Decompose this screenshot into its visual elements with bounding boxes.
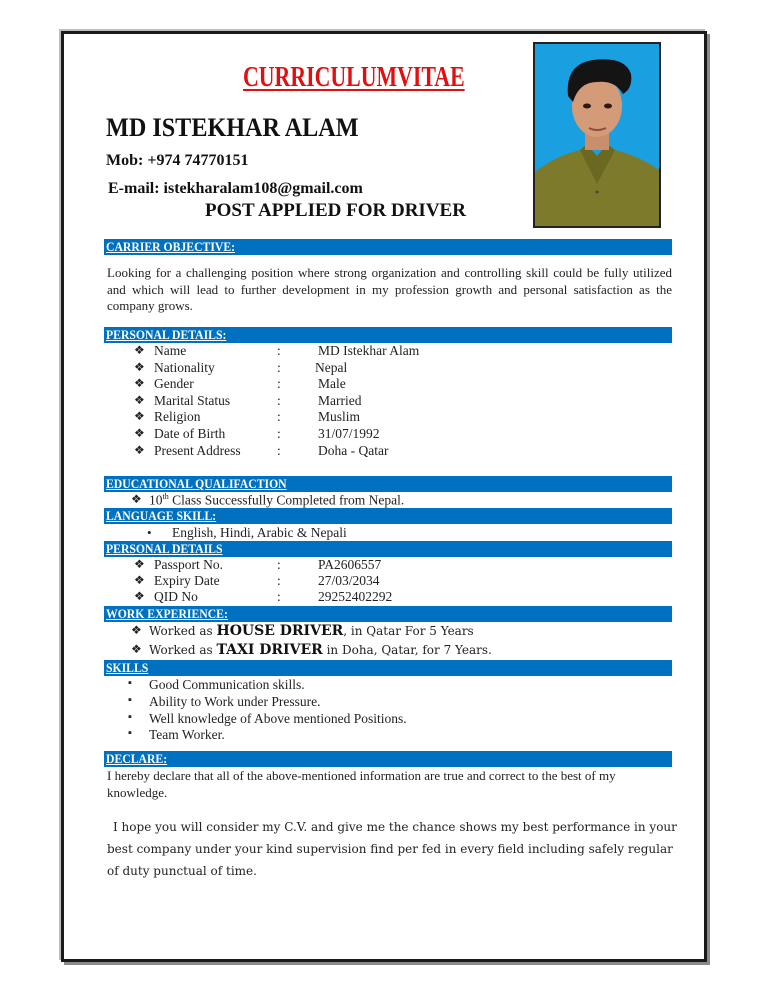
section-education-header [104, 476, 672, 492]
section-skills-header [104, 660, 672, 676]
language-text: English, Hindi, Arabic & Nepali [172, 525, 347, 540]
diamond-bullet-icon: ❖ [131, 623, 142, 637]
mobile-number: Mob: +974 74770151 [106, 152, 249, 169]
work-details: in Doha, Qatar, for 7 Years. [322, 643, 492, 657]
applicant-photo [533, 42, 661, 228]
detail-separator: : [277, 376, 281, 392]
section-documents-title: PERSONAL DETAILS [106, 541, 223, 556]
work-experience-text [149, 642, 492, 658]
detail-value: PA2606557 [318, 557, 382, 572]
detail-label: Gender [154, 376, 194, 392]
section-work-header [104, 606, 672, 622]
diamond-bullet-icon: ❖ [134, 359, 145, 374]
detail-value: Muslim [318, 409, 361, 425]
detail-separator: : [277, 573, 281, 589]
detail-label: Present Address [154, 442, 241, 458]
section-skills-title: SKILLS [106, 660, 149, 675]
work-details: , in Qatar For 5 Years [343, 624, 474, 638]
diamond-bullet-icon: ❖ [131, 492, 142, 506]
declaration-text: I hereby declare that all of the above-mentioned information are true and correct to the best of my knowledge. [107, 768, 616, 800]
diamond-bullet-icon: ❖ [134, 392, 145, 407]
diamond-bullet-icon: ❖ [134, 589, 145, 604]
dot-bullet-icon: • [147, 525, 152, 540]
diamond-bullet-icon: ❖ [134, 409, 145, 424]
section-declare-header [104, 751, 672, 767]
education-grade: 10 [149, 492, 163, 508]
work-experience-text [149, 623, 474, 639]
square-bullet-icon: ▪ [128, 677, 132, 689]
detail-value: 27/03/2034 [318, 573, 380, 589]
diamond-bullet-icon: ❖ [134, 557, 145, 571]
square-bullet-icon: ▪ [128, 727, 132, 740]
skill-text: Team Worker. [149, 727, 225, 743]
detail-label: Passport No. [154, 557, 224, 572]
detail-label: Date of Birth [154, 426, 226, 441]
detail-label: Name [154, 343, 187, 358]
diamond-bullet-icon: ❖ [134, 442, 145, 457]
diamond-bullet-icon: ❖ [134, 573, 145, 588]
section-language-title: LANGUAGE SKILL: [106, 508, 217, 523]
section-documents-header [104, 541, 672, 557]
detail-value: Doha - Qatar [318, 442, 389, 458]
detail-value: 29252402292 [318, 589, 393, 605]
section-objective-title: CARRIER OBJECTIVE: [106, 239, 236, 254]
detail-separator: : [277, 589, 281, 605]
detail-separator: : [277, 409, 281, 425]
diamond-bullet-icon: ❖ [134, 426, 145, 440]
email-address: E-mail: istekharalam108@gmail.com [108, 180, 363, 197]
detail-separator: : [277, 442, 281, 458]
detail-label: Expiry Date [154, 573, 220, 589]
section-work-title: WORK EXPERIENCE: [106, 606, 228, 621]
education-description: Class Successfully Completed from Nepal. [168, 492, 405, 508]
detail-label: Marital Status [154, 392, 231, 408]
detail-separator: : [277, 343, 281, 358]
square-bullet-icon: ▪ [128, 693, 132, 706]
section-education-title: EDUCATIONAL QUALIFACTION [106, 476, 287, 491]
diamond-bullet-icon: ❖ [134, 343, 145, 357]
detail-separator: : [277, 557, 281, 572]
diamond-bullet-icon: ❖ [134, 376, 145, 391]
objective-text: Looking for a challenging position where strong organization and controlling skill could be fully utilized and which will lead to further development in my profession growth and personal satisfaction as the company grows. [107, 265, 672, 313]
detail-separator: : [277, 426, 281, 441]
detail-value: Married [318, 392, 362, 408]
diamond-bullet-icon: ❖ [131, 642, 142, 656]
detail-value: 31/07/1992 [318, 426, 380, 441]
detail-separator: : [277, 359, 281, 375]
work-prefix: Worked as [149, 624, 217, 638]
section-personal-title: PERSONAL DETAILS: [106, 327, 227, 342]
education-grade-suffix: th [162, 492, 169, 501]
document-title: CURRICULUMVITAE [243, 62, 465, 93]
post-applied: POST APPLIED FOR DRIVER [205, 200, 466, 221]
person-photo-icon [535, 44, 659, 226]
detail-label: Nationality [154, 359, 215, 375]
detail-value: Male [318, 376, 346, 392]
work-prefix: Worked as [149, 643, 217, 657]
detail-label: QID No [154, 589, 198, 605]
section-declare-title: DECLARE: [106, 751, 168, 766]
closing-paragraph: I hope you will consider my C.V. and give me the chance shows my best performance in your best company under your kind supervision find per fed in every field including safely regular of duty punctual of time. [107, 820, 677, 878]
detail-value: MD Istekhar Alam [318, 343, 420, 358]
skill-text: Ability to Work under Pressure. [149, 693, 321, 709]
education-text [149, 492, 404, 509]
section-objective-header [104, 239, 672, 255]
detail-separator: : [277, 392, 281, 408]
skill-text: Good Communication skills. [149, 677, 305, 692]
detail-label: Religion [154, 409, 201, 425]
applicant-name: MD ISTEKHAR ALAM [106, 113, 359, 142]
job-title: TAXI DRIVER [216, 642, 323, 658]
square-bullet-icon: ▪ [128, 710, 132, 723]
section-language-header [104, 508, 672, 524]
job-title: HOUSE DRIVER [216, 623, 344, 639]
section-personal-header [104, 327, 672, 343]
detail-value: Nepal [315, 359, 348, 375]
skill-text: Well knowledge of Above mentioned Positions. [149, 710, 407, 726]
